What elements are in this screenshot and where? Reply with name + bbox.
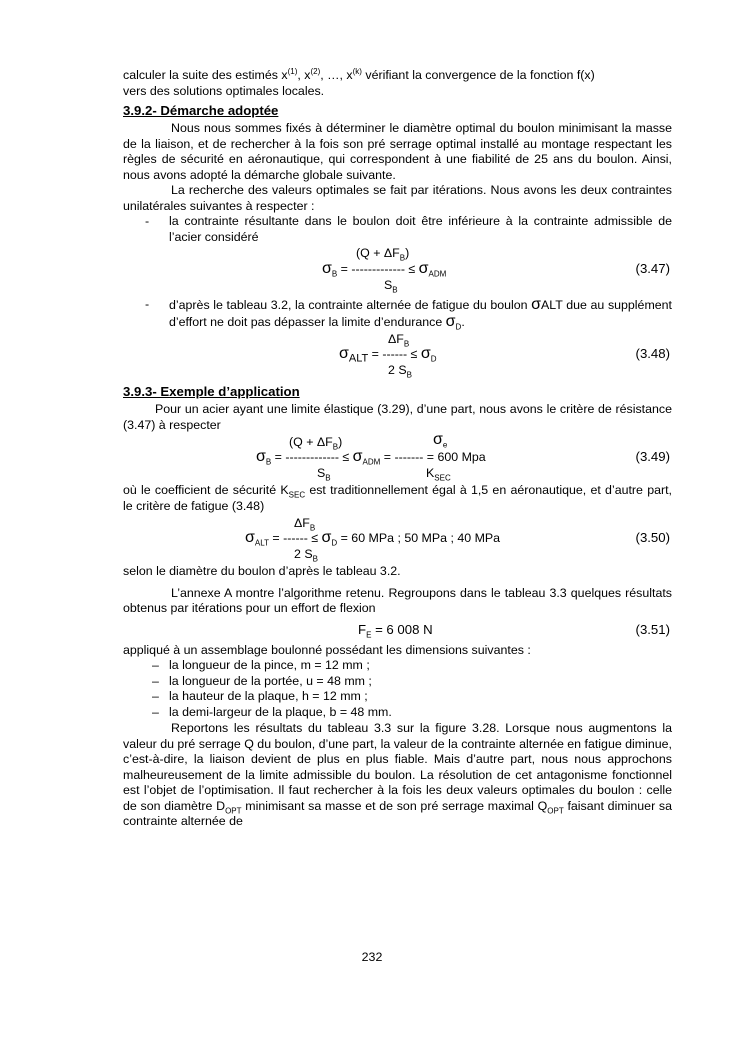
page-number: 232 — [361, 950, 383, 964]
sigma-symbol: σ — [531, 296, 542, 313]
eq350-denominator: 2 $S_B$ — [294, 547, 318, 564]
eq351-main: $F_E = 6$ 008 N — [358, 621, 433, 640]
list-item — [123, 658, 672, 674]
list-item — [123, 705, 672, 721]
paragraph-393-6: Reportons les résultats du tableau 3.3 sur la figure 3.28. Lorsque nous augmentons la valeur du pré serrage Q du boulon, d’une part, la valeur de la contrainte alternée en fatigue diminue, c’est-à-dire, la liaison devient de plus en plus fiable. Mais d’autre part, nous nous approchons malheureusement de la limite admissible du boulon. La résolution de cet antagonisme fonctionnel est l’objet de l’optimisation. Il faut rechercher à la fois les deux valeurs optimales du boulon : celle de son diamètre $D_{OPT}$ minimisant sa masse et de son pré serrage maximal $Q_{OPT}$ faisant diminuer sa contrainte alternée de — [123, 721, 672, 828]
list-item — [123, 674, 672, 690]
intro-sep-1: , x — [297, 68, 311, 82]
intro-text-b: vérifiant la convergence de la fonction f(x) — [361, 68, 595, 82]
constraint-item-1-text: la contrainte résultante dans le boulon doit être inférieure à la contrainte admissible de l’acier considéré — [169, 214, 672, 244]
list-item-text: la demi-largeur de la plaque, b = 48 mm. — [169, 704, 392, 719]
document-page — [123, 68, 672, 830]
eq349-denominator-2: $K_{SEC}$ — [426, 466, 451, 483]
eq348-numerator: $\Delta F_B$ — [388, 332, 410, 349]
eq348-number: (3.48) — [635, 346, 670, 361]
d-subscript: D — [455, 321, 462, 331]
eq347-numerator: $(Q + \Delta F_B)$ — [356, 246, 410, 263]
en-dash-marker: – — [152, 704, 159, 719]
paragraph-392-1: Nous nous sommes fixés à déterminer le diamètre optimal du boulon minimisant la masse de la liaison, et de rechercher à la fois son pré serrage optimal installé au montage respectant les règles de sécurité en aéronautique, qui correspondent à une fiabilité de 25 ans du boulon. Ainsi, nous avons adopté la démarche globale suivante. — [123, 121, 672, 182]
intro-text-a: calculer la suite des estimés x — [123, 68, 288, 82]
section-heading-392: 3.9.2- Démarche adoptée — [123, 103, 279, 118]
superscript-1: (1) — [287, 66, 298, 76]
eq348-denominator: 2 $S_B$ — [388, 363, 412, 380]
period: . — [461, 314, 465, 329]
dash-marker: - — [145, 297, 150, 311]
paragraph-393-3: selon le diamètre du boulon d’après le tableau 3.2. — [123, 564, 401, 578]
equation-3-47 — [123, 245, 672, 297]
superscript-k: (k) — [352, 66, 362, 76]
superscript-2: (2) — [310, 66, 321, 76]
intro-text-line2: vers des solutions optimales locales. — [123, 83, 325, 98]
eq347-denominator: $S_B$ — [384, 278, 398, 295]
dash-marker: - — [145, 214, 150, 228]
eq349-main: $\sigma_B$ = ------------- ≤ $\sigma_{ADM}$ = ------- = 600 Mpa — [256, 448, 486, 467]
eq349-sigma-e: $\sigma_e$ — [433, 431, 448, 450]
eq347-main: $\sigma_B$ = ------------- ≤ $\sigma_{ADM}$ — [322, 260, 447, 279]
paragraph-393-2: où le coefficient de sécurité $K_{SEC}$ est traditionnellement égal à 1,5 en aéronautique, et d’autre part, le critère de fatigue (3.48) — [123, 483, 672, 513]
alt-label: ALT — [541, 298, 563, 312]
paragraph-393-1: Pour un acier ayant une limite élastique (3.29), d’une part, nous avons le critère de résistance (3.47) à respecter — [123, 402, 672, 432]
constraint-item-2-text-b: due au supplément d’effort ne doit pas dépasser la limite d’endurance — [169, 298, 672, 329]
en-dash-marker: – — [152, 658, 159, 672]
constraint-item-2 — [123, 297, 672, 330]
equation-3-49 — [123, 433, 672, 483]
en-dash-marker: – — [152, 673, 159, 688]
eq348-main: $\sigma_{ALT}$ = ------ ≤ $\sigma_D$ — [339, 345, 437, 365]
eq350-numerator: $\Delta F_B$ — [294, 516, 316, 533]
eq350-number: (3.50) — [635, 530, 670, 545]
list-item-text: la hauteur de la plaque, h = 12 mm ; — [169, 689, 368, 703]
constraint-item-2-text-a: d’après le tableau 3.2, la contrainte alternée de fatigue du boulon — [169, 298, 532, 312]
eq349-number: (3.49) — [635, 449, 670, 464]
eq350-main: $\sigma_{ALT}$ = ------ ≤ $\sigma_D = 60$ MPa ; 50 MPa ; 40 MPa — [245, 529, 501, 548]
equation-3-51 — [123, 617, 672, 643]
section-heading-393: 3.9.3- Exemple d’application — [123, 384, 300, 399]
list-item-text: la longueur de la portée, u = 48 mm ; — [169, 673, 372, 688]
en-dash-marker: – — [152, 689, 159, 703]
paragraph-393-5: appliqué à un assemblage boulonné possédant les dimensions suivantes : — [123, 642, 531, 657]
list-item — [123, 689, 672, 705]
sigma-symbol: σ — [445, 312, 456, 330]
intro-paragraph — [123, 68, 672, 99]
paragraph-393-4: L’annexe A montre l’algorithme retenu. Regroupons dans le tableau 3.3 quelques résultats obtenus par itérations pour un effort de flexion — [123, 585, 672, 615]
equation-3-48 — [123, 330, 672, 380]
paragraph-392-2: La recherche des valeurs optimales se fait par itérations. Nous avons les deux contraintes unilatérales suivantes à respecter : — [123, 183, 672, 213]
list-item-text: la longueur de la pince, m = 12 mm ; — [169, 658, 370, 672]
equation-3-50 — [123, 514, 672, 564]
eq349-numerator: $(Q + \Delta F_B)$ — [289, 435, 343, 452]
eq349-denominator: $S_B$ — [317, 466, 331, 483]
eq347-number: (3.47) — [635, 261, 670, 276]
constraint-item-1 — [123, 214, 672, 245]
intro-sep-2: , …, x — [320, 68, 353, 82]
eq351-number: (3.51) — [635, 621, 670, 637]
